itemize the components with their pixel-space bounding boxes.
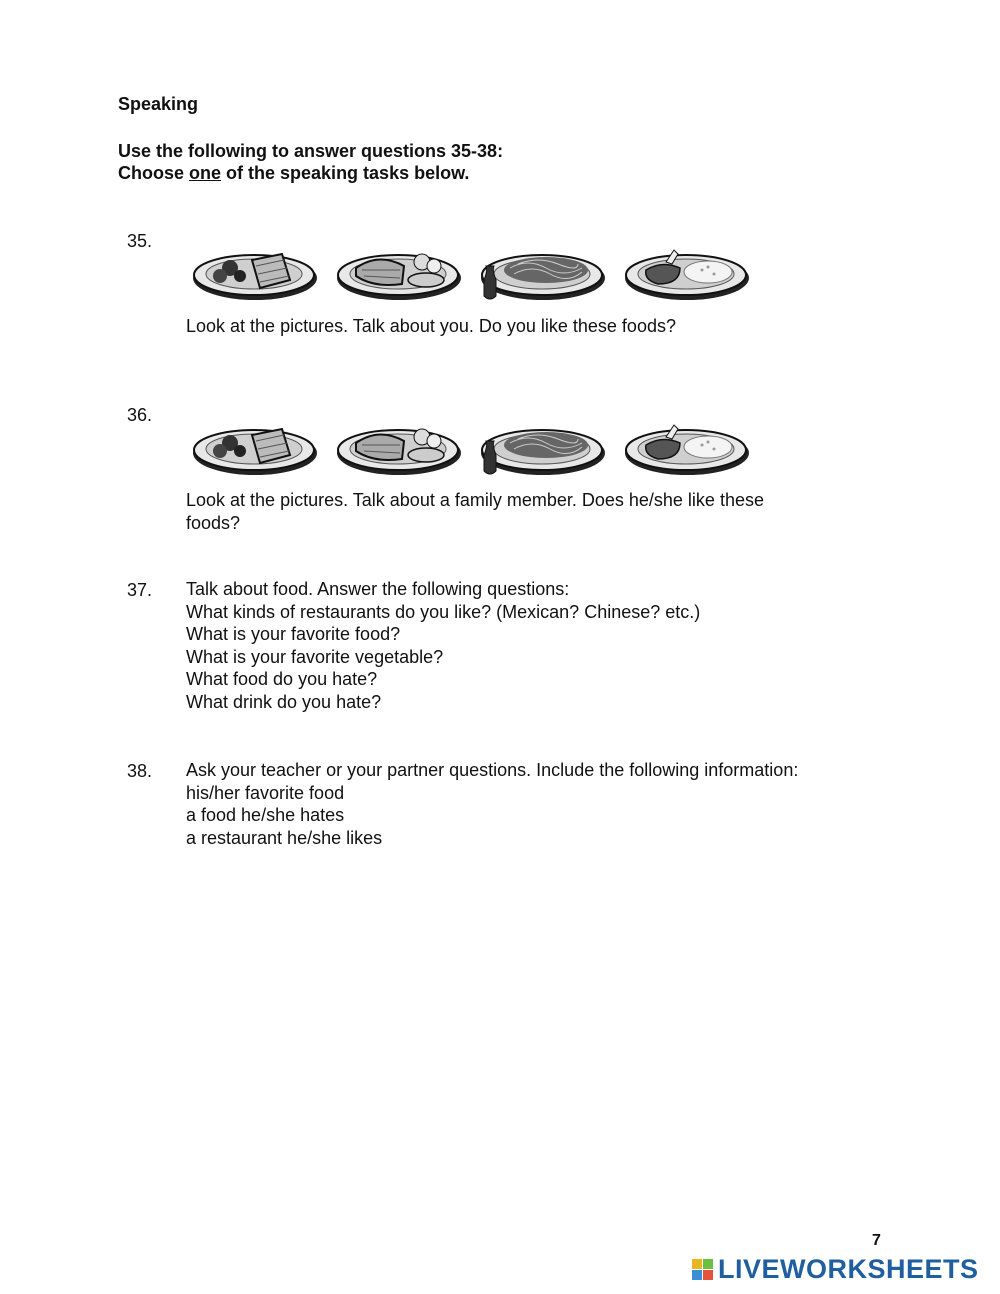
question-37-line-1: Talk about food. Answer the following questions: (186, 579, 570, 599)
question-38-line-3: a food he/she hates (186, 805, 345, 825)
question-36-line-1: Look at the pictures. Talk about a family member. Does he/she like these (186, 490, 764, 510)
question-37-line-3: What is your favorite food? (186, 624, 401, 644)
question-number-35: 35. (127, 231, 153, 251)
question-text-36 (186, 489, 764, 534)
spaghetti-plate-icon (478, 415, 608, 477)
question-37-line-2: What kinds of restaurants do you like? (Mexican? Chinese? etc.) (186, 601, 701, 622)
liveworksheets-blocks-icon (692, 1259, 714, 1281)
question-38-line-2: his/her favorite food (186, 782, 345, 803)
section-title: Speaking (118, 94, 199, 114)
page-number: 7 (872, 1232, 881, 1249)
chicken-rice-plate-icon (622, 415, 752, 477)
question-38-line-4: a restaurant he/she likes (186, 827, 383, 848)
instructions-line-2: Choose one of the speaking tasks below. (118, 163, 470, 183)
question-38-line-1: Ask your teacher or your partner questions. Include the following information: (186, 760, 799, 780)
salmon-steak-plate-icon (190, 415, 320, 477)
question-37-line-5: What food do you hate? (186, 669, 378, 689)
question-36-line-2: foods? (186, 512, 241, 533)
question-37-line-4: What is your favorite vegetable? (186, 646, 444, 667)
underlined-word: one (189, 163, 222, 183)
food-images-36 (190, 415, 752, 477)
instructions-line-1: Use the following to answer questions 35-38: (118, 141, 504, 161)
fish-fillet-plate-icon (334, 415, 464, 477)
question-number-37: 37. (127, 580, 153, 600)
spaghetti-plate-icon (478, 240, 608, 302)
question-text-37 (186, 578, 700, 713)
question-35-line: Look at the pictures. Talk about you. Do you like these foods? (186, 316, 676, 336)
salmon-steak-plate-icon (190, 240, 320, 302)
fish-fillet-plate-icon (334, 240, 464, 302)
question-number-38: 38. (127, 761, 153, 781)
food-images-35 (190, 240, 752, 302)
liveworksheets-logo[interactable] (692, 1254, 979, 1285)
question-text-35 (186, 315, 676, 338)
chicken-rice-plate-icon (622, 240, 752, 302)
brand-name: LIVEWORKSHEETS (718, 1254, 979, 1284)
question-text-38 (186, 759, 798, 849)
instructions (118, 140, 503, 184)
question-number-36: 36. (127, 405, 153, 425)
question-37-line-6: What drink do you hate? (186, 691, 382, 712)
